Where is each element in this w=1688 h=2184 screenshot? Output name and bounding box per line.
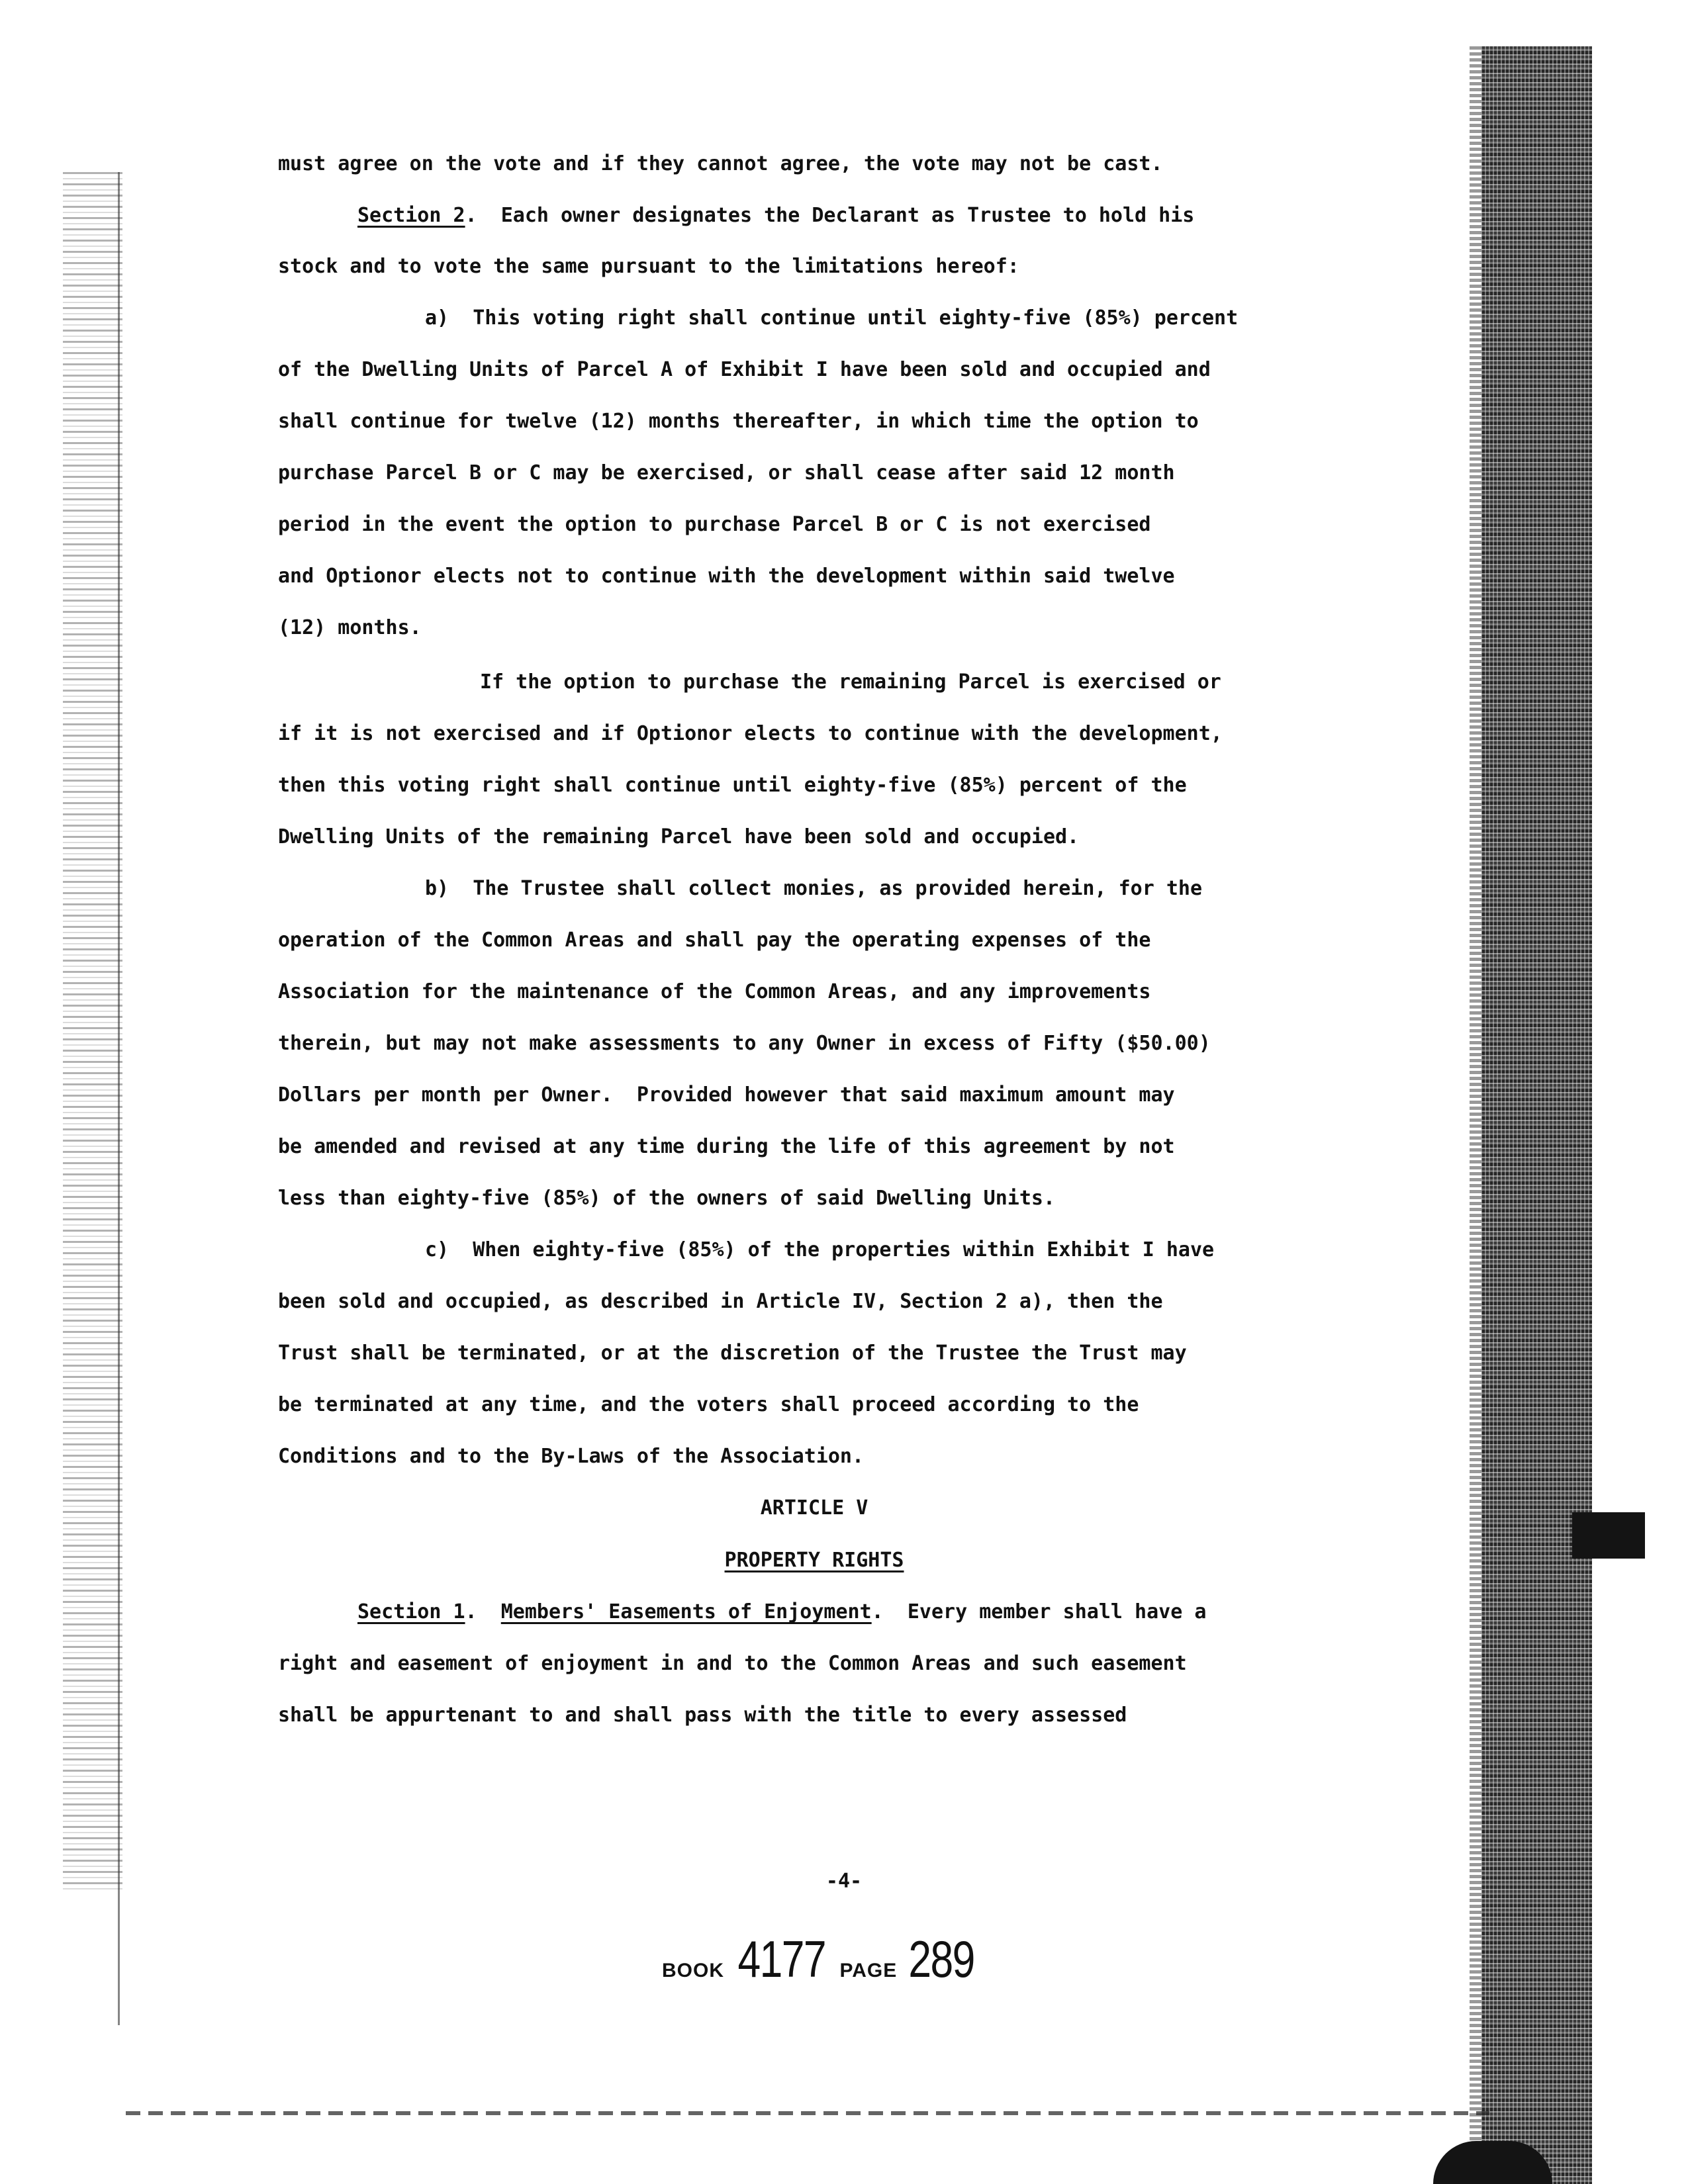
body-line: shall continue for twelve (12) months thereafter, in which time the option to [278, 410, 1199, 433]
section-2-period: . [465, 204, 477, 227]
body-line: be terminated at any time, and the voters shall proceed according to the [278, 1393, 1139, 1416]
body-line: Conditions and to the By-Laws of the Association. [278, 1445, 865, 1468]
body-line: period in the event the option to purchase Parcel B or C is not exercised [278, 513, 1151, 536]
body-line: Every member shall have a [907, 1600, 1207, 1623]
section-1-paragraph-start [357, 1599, 1206, 1625]
body-line: Association for the maintenance of the Common Areas, and any improvements [278, 980, 1151, 1003]
body-line: less than eighty-five (85%) of the owners of said Dwelling Units. [278, 1187, 1055, 1210]
body-line: been sold and occupied, as described in Article IV, Section 2 a), then the [278, 1290, 1163, 1313]
scan-right-edge [1473, 46, 1592, 2184]
section-1-heading: Section 1 [357, 1600, 465, 1623]
section-1-title: Members' Easements of Enjoyment [500, 1600, 872, 1623]
scan-left-edge [63, 172, 122, 1893]
body-line: Trust shall be terminated, or at the discretion of the Trustee the Trust may [278, 1342, 1187, 1365]
body-line: be amended and revised at any time during the life of this agreement by not [278, 1135, 1175, 1158]
body-line: then this voting right shall continue until eighty-five (85%) percent of the [278, 774, 1187, 797]
scan-bottom-edge [126, 2111, 1489, 2115]
body-line: Dollars per month per Owner. Provided however that said maximum amount may [278, 1083, 1175, 1107]
body-line: Each owner designates the Declarant as Trustee to hold his [500, 204, 1195, 227]
article-title-text: PROPERTY RIGHTS [724, 1549, 904, 1572]
body-line: therein, but may not make assessments to any Owner in excess of Fifty ($50.00) [278, 1032, 1211, 1055]
body-line: (12) months. [278, 616, 422, 639]
subsection-c-start: c) When eighty-five (85%) of the properties within Exhibit I have [425, 1238, 1215, 1261]
article-heading: ARTICLE V [760, 1496, 868, 1520]
recording-stamp [662, 1929, 982, 1989]
binder-clip-mark [1572, 1512, 1645, 1559]
body-line: shall be appurtenant to and shall pass with the title to every assessed [278, 1704, 1127, 1727]
page-number: -4- [825, 1870, 863, 1893]
body-line: of the Dwelling Units of Parcel A of Exhibit I have been sold and occupied and [278, 358, 1211, 381]
subsection-b-start: b) The Trustee shall collect monies, as provided herein, for the [425, 877, 1202, 900]
subsection-a-start: a) This voting right shall continue until eighty-five (85%) percent [425, 306, 1239, 330]
book-number: 4177 [738, 1930, 826, 1988]
section-1-period: . [465, 1600, 477, 1623]
body-line: must agree on the vote and if they cannot agree, the vote may not be cast. [278, 152, 1163, 175]
body-line: if it is not exercised and if Optionor elects to continue with the development, [278, 722, 1223, 745]
book-label: BOOK [662, 1960, 724, 1981]
scan-left-margin-line [118, 172, 120, 2025]
section-1-title-period: . [871, 1600, 884, 1623]
body-line: right and easement of enjoyment in and to the Common Areas and such easement [278, 1652, 1187, 1675]
body-line: purchase Parcel B or C may be exercised, or shall cease after said 12 month [278, 461, 1175, 484]
page-reference: 289 [908, 1930, 974, 1988]
page-label: PAGE [839, 1960, 898, 1981]
body-line: stock and to vote the same pursuant to the limitations hereof: [278, 255, 1019, 278]
body-line: operation of the Common Areas and shall pay the operating expenses of the [278, 929, 1151, 952]
body-line: and Optionor elects not to continue with the development within said twelve [278, 565, 1175, 588]
article-title [278, 1547, 1350, 1574]
body-line: Dwelling Units of the remaining Parcel have been sold and occupied. [278, 825, 1080, 848]
paragraph-option-start: If the option to purchase the remaining Parcel is exercised or [480, 670, 1221, 694]
section-2-paragraph-start [357, 203, 1194, 229]
section-2-heading: Section 2 [357, 204, 465, 227]
